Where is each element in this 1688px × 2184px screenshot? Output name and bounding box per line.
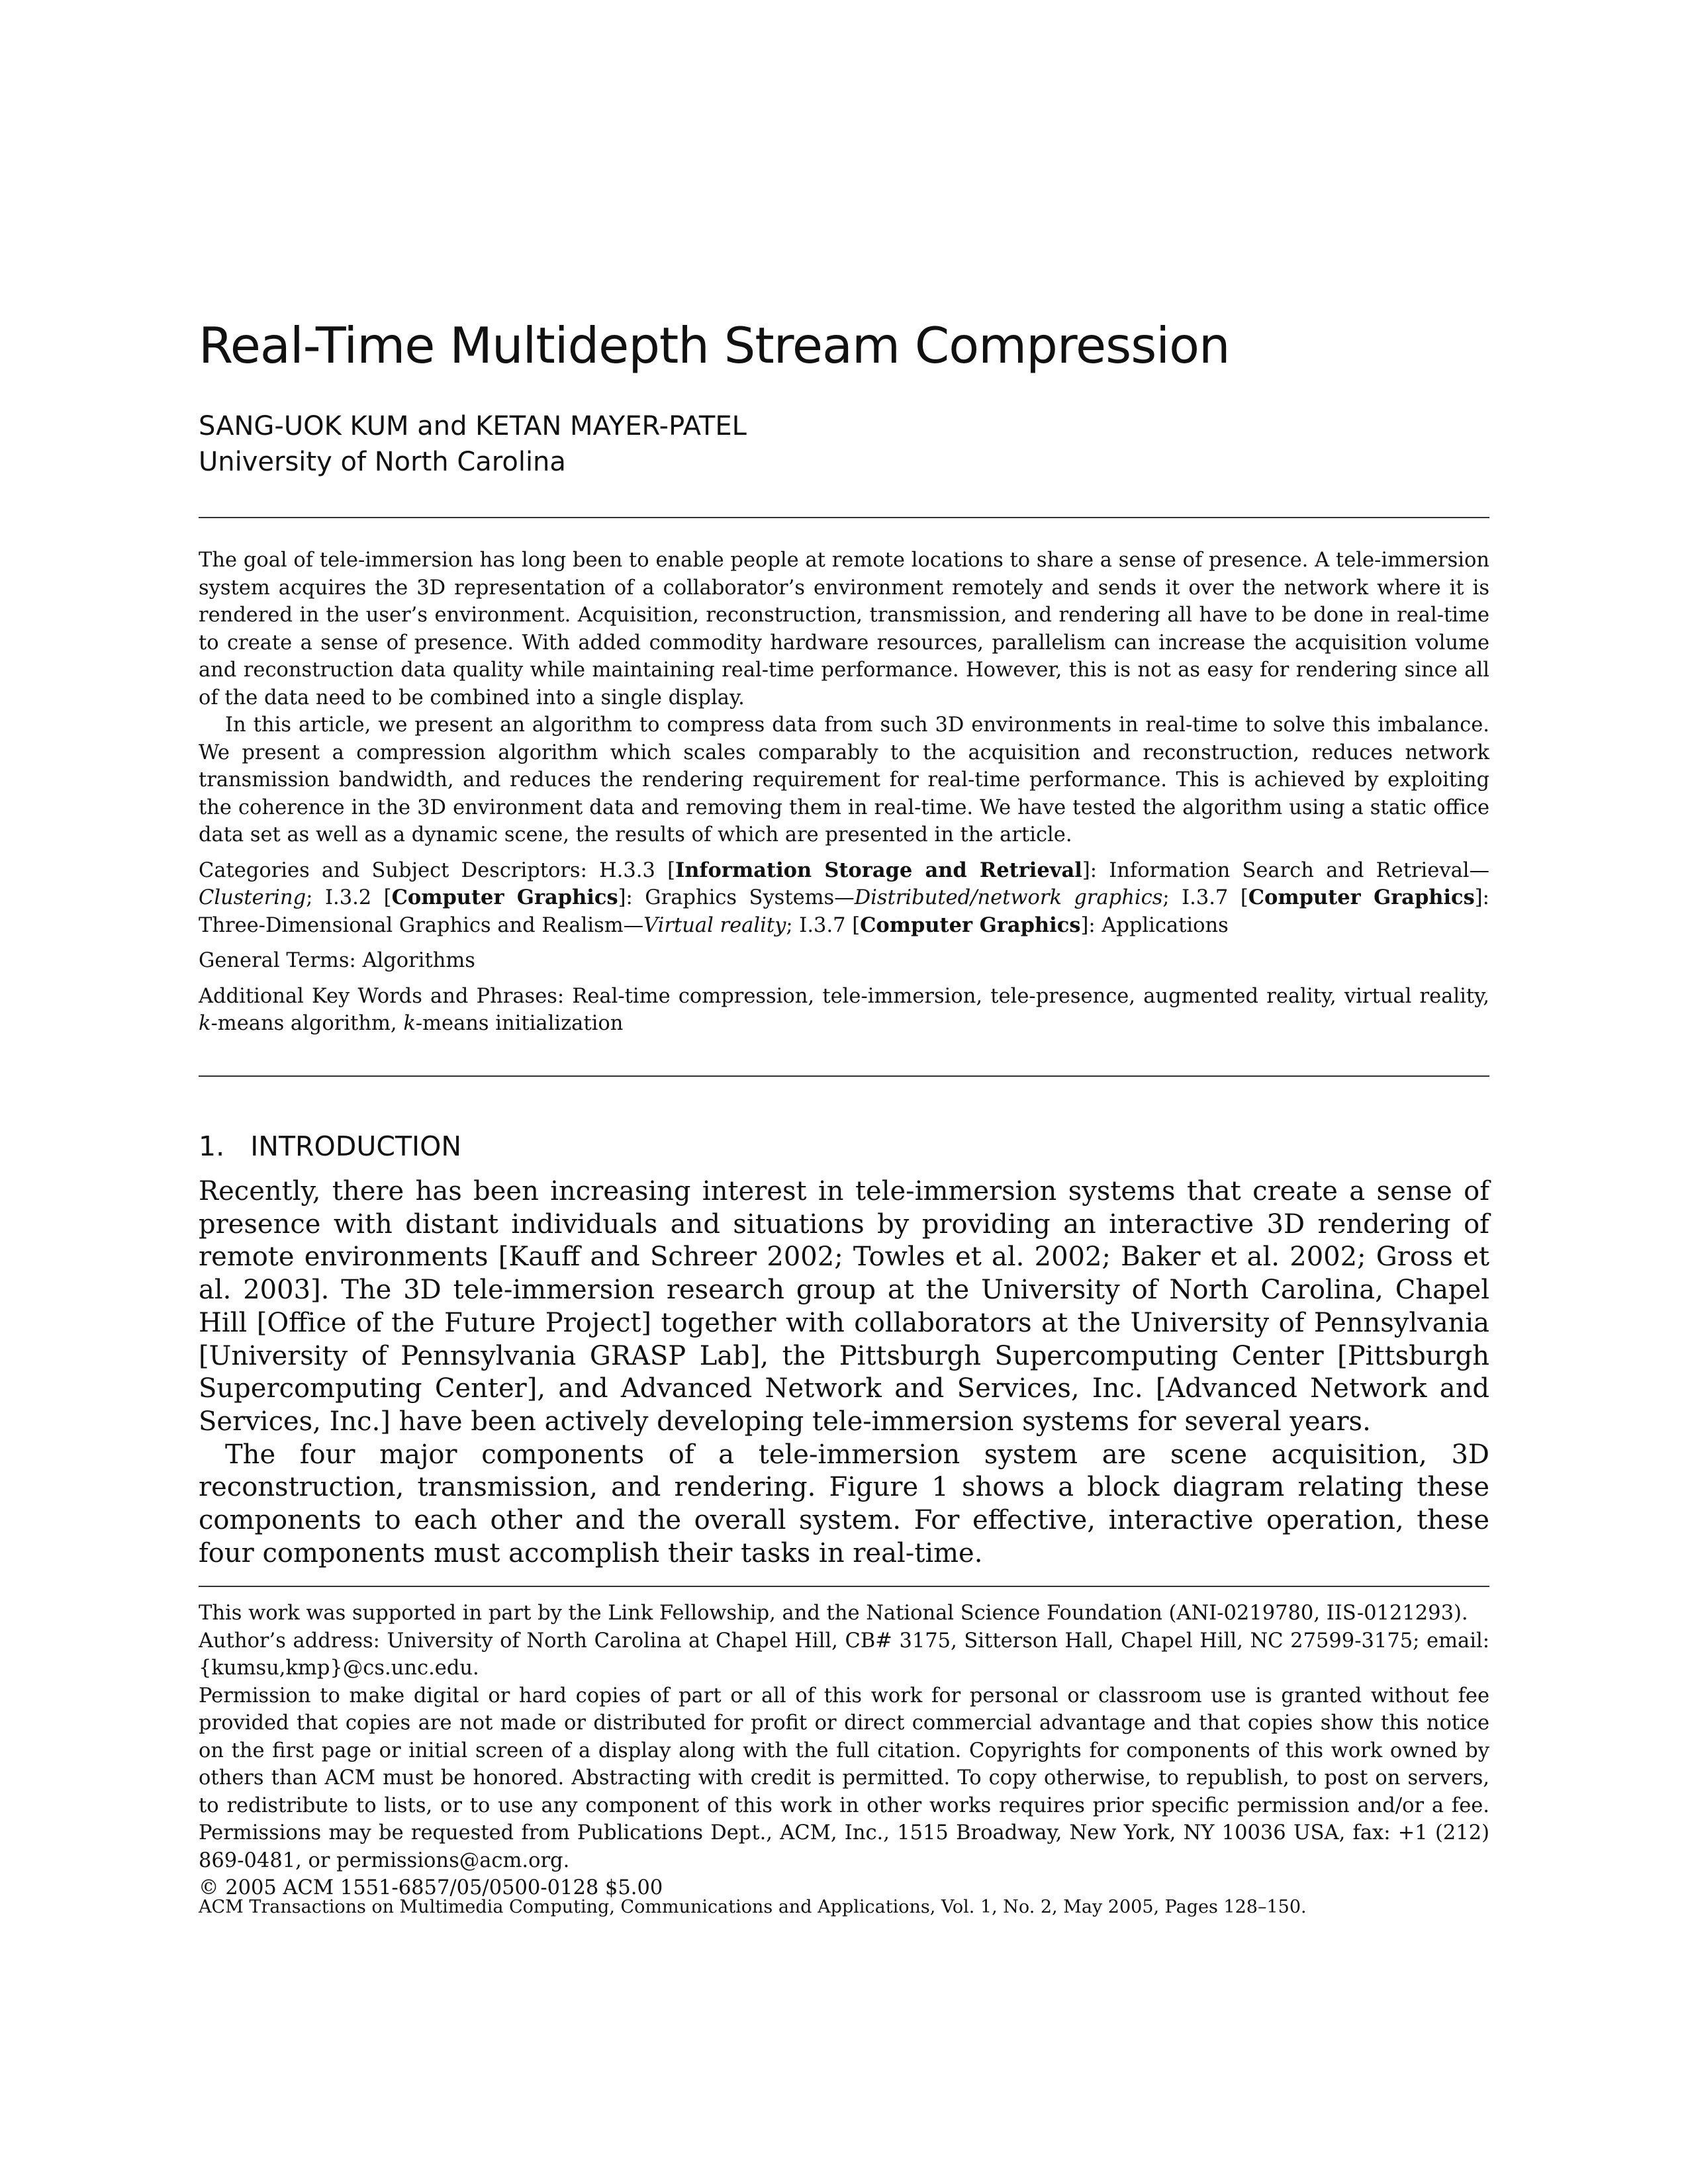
key-words: Additional Key Words and Phrases: Real-time compression, tele-immersion, tele-presence, augmented reality, virtual reality, k-means algorithm, k-means initialization [199, 984, 1489, 1035]
footnote-divider [199, 1586, 1489, 1587]
abstract-paragraph: The goal of tele-immersion has long been to enable people at remote locations to share a sense of presence. A tele-immersion system acquires the 3D representation of a collaborator’s environment remotely and sends it over the network where it is rendered in the user’s environment. Acquisition, reconstruction, transmission, and rendering all have to be done in real-time to create a sense of presence. With added commodity hardware resources, parallelism can increase the acquisition volume and reconstruction data quality while maintaining real-time performance. However, this is not as easy for rendering since all of the data need to be combined into a single display. [199, 549, 1489, 709]
abstract-block [199, 547, 1489, 1038]
copyright-line: © 2005 ACM 1551-6857/05/0500-0128 $5.00 [199, 1876, 663, 1899]
author-affiliation: University of North Carolina [199, 447, 566, 477]
abstract-divider [199, 1075, 1489, 1077]
body-paragraph: The four major components of a tele-immersion system are scene acquisition, 3D reconstruction, transmission, and rendering. Figure 1 shows a block diagram relating these components to each other and the overall system. For effective, interactive operation, these four components must accomplish their tasks in real-time. [199, 1439, 1489, 1569]
general-terms: General Terms: Algorithms [199, 949, 475, 972]
paper-title: Real-Time Multidepth Stream Compression [199, 316, 1230, 375]
top-divider [199, 517, 1489, 518]
funding-note: This work was supported in part by the Link Fellowship, and the National Science Foundation (ANI-0219780, IIS-0121293). [199, 1602, 1468, 1625]
author-names: SANG-UOK KUM and KETAN MAYER-PATEL [199, 411, 747, 441]
abstract-paragraph: In this article, we present an algorithm to compress data from such 3D environments in real-time to solve this imbalance. We present a compression algorithm which scales comparably to the acquisition and reconstruction, reduces network transmission bandwidth, and reduces the rendering requirement for real-time performance. This is achieved by exploiting the coherence in the 3D environment data and removing them in real-time. We have tested the algorithm using a static office data set as well as a dynamic scene, the results of which are presented in the article. [199, 713, 1489, 846]
categories-descriptors: Categories and Subject Descriptors: H.3.3 [Information Storage and Retrieval]: Information Search and Retrieval—Clustering; I.3.2 [Computer Graphics]: Graphics Systems—Distributed/network graphics; I.3.7 [Computer Graphics]: Three-Dimensional Graphics and Realism—Virtual reality; I.3.7 [Computer Graphics]: Applications [199, 858, 1490, 937]
body-paragraph: Recently, there has been increasing interest in tele-immersion systems that create a sense of presence with distant individuals and situations by providing an interactive 3D rendering of remote environments [Kauff and Schreer 2002; Towles et al. 2002; Baker et al. 2002; Gross et al. 2003]. The 3D tele-immersion research group at the University of North Carolina, Chapel Hill [Office of the Future Project] together with collaborators at the University of Pennsylvania [University of Pennsylvania GRASP Lab], the Pittsburgh Supercomputing Center [Pittsburgh Supercomputing Center], and Advanced Network and Services, Inc. [Advanced Network and Services, Inc.] have been actively developing tele-immersion systems for several years. [199, 1176, 1489, 1437]
introduction-body [199, 1175, 1489, 1570]
journal-citation: ACM Transactions on Multimedia Computing, Communications and Applications, Vol. 1, No. 2, May 2005, Pages 128–150. [199, 1897, 1307, 1917]
footnotes-block [199, 1600, 1489, 1902]
section-heading: 1. INTRODUCTION [199, 1130, 462, 1162]
author-address: Author’s address: University of North Carolina at Chapel Hill, CB# 3175, Sitterson Hall, Chapel Hill, NC 27599-3175; email: {kumsu,kmp}@cs.unc.edu. [199, 1629, 1489, 1680]
permission-notice: Permission to make digital or hard copies of part or all of this work for personal or classroom use is granted without fee provided that copies are not made or distributed for profit or direct commercial advantage and that copies show this notice on the first page or initial screen of a display along with the full citation. Copyrights for components of this work owned by others than ACM must be honored. Abstracting with credit is permitted. To copy otherwise, to republish, to post on servers, to redistribute to lists, or to use any component of this work in other works requires prior specific permission and/or a fee. Permissions may be requested from Publications Dept., ACM, Inc., 1515 Broadway, New York, NY 10036 USA, fax: +1 (212) 869-0481, or permissions@acm.org. [199, 1684, 1489, 1872]
